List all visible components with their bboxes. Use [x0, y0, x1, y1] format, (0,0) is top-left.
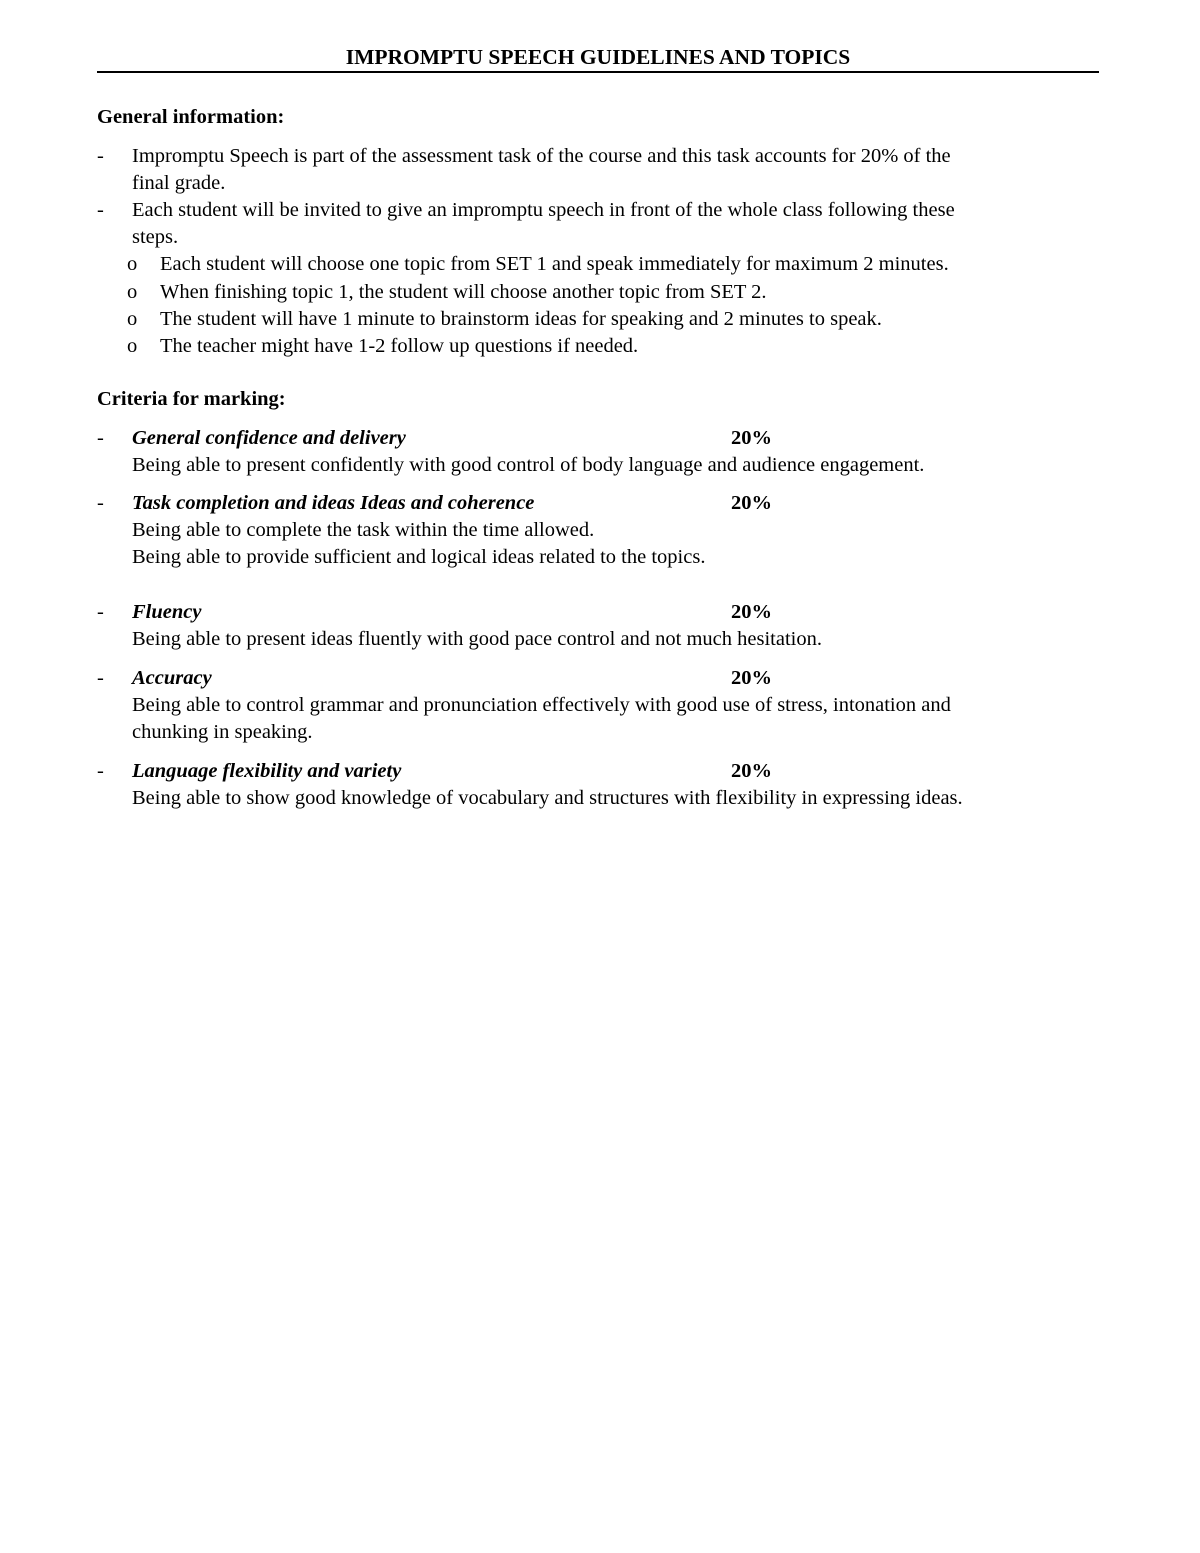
criterion-description: Being able to present ideas fluently with good pace control and not much hesitation.: [132, 628, 822, 650]
bullet-dash: -: [97, 492, 104, 514]
step-text: The teacher might have 1-2 follow up questions if needed.: [160, 335, 639, 357]
criteria-heading: Criteria for marking:: [97, 388, 286, 410]
general-info-heading: General information:: [97, 106, 285, 128]
bullet-dash: -: [97, 145, 104, 167]
bullet-circle: o: [127, 335, 138, 357]
document-title: IMPROMPTU SPEECH GUIDELINES AND TOPICS: [345, 45, 851, 69]
criterion-weight: 20%: [731, 492, 772, 514]
criterion-description: Being able to show good knowledge of vocabulary and structures with flexibility in expressing ideas.: [132, 787, 963, 809]
general-item-line: Impromptu Speech is part of the assessment task of the course and this task accounts for 20% of the: [132, 145, 951, 167]
criterion-name: Fluency: [132, 601, 202, 623]
bullet-circle: o: [127, 253, 138, 275]
general-item-line: final grade.: [132, 172, 226, 194]
title-underline: [97, 71, 1099, 73]
criterion-description: chunking in speaking.: [132, 721, 313, 743]
criterion-name: Task completion and ideas Ideas and coherence: [132, 492, 535, 514]
step-text: Each student will choose one topic from SET 1 and speak immediately for maximum 2 minutes.: [160, 253, 949, 275]
bullet-circle: o: [127, 281, 138, 303]
bullet-circle: o: [127, 308, 138, 330]
criterion-description: Being able to complete the task within the time allowed.: [132, 519, 595, 541]
criterion-weight: 20%: [731, 601, 772, 623]
bullet-dash: -: [97, 199, 104, 221]
criterion-name: Language flexibility and variety: [132, 760, 402, 782]
criterion-description: Being able to control grammar and pronunciation effectively with good use of stress, intonation and: [132, 694, 951, 716]
criterion-weight: 20%: [731, 427, 772, 449]
step-text: When finishing topic 1, the student will choose another topic from SET 2.: [160, 281, 767, 303]
bullet-dash: -: [97, 760, 104, 782]
criterion-description: Being able to provide sufficient and logical ideas related to the topics.: [132, 546, 706, 568]
criterion-weight: 20%: [731, 760, 772, 782]
criterion-description: Being able to present confidently with good control of body language and audience engagement.: [132, 454, 925, 476]
general-item-line: steps.: [132, 226, 179, 248]
criterion-name: Accuracy: [132, 667, 212, 689]
criterion-weight: 20%: [731, 667, 772, 689]
bullet-dash: -: [97, 601, 104, 623]
bullet-dash: -: [97, 667, 104, 689]
general-item-line: Each student will be invited to give an impromptu speech in front of the whole class following these: [132, 199, 955, 221]
bullet-dash: -: [97, 427, 104, 449]
criterion-name: General confidence and delivery: [132, 427, 406, 449]
step-text: The student will have 1 minute to brainstorm ideas for speaking and 2 minutes to speak.: [160, 308, 882, 330]
